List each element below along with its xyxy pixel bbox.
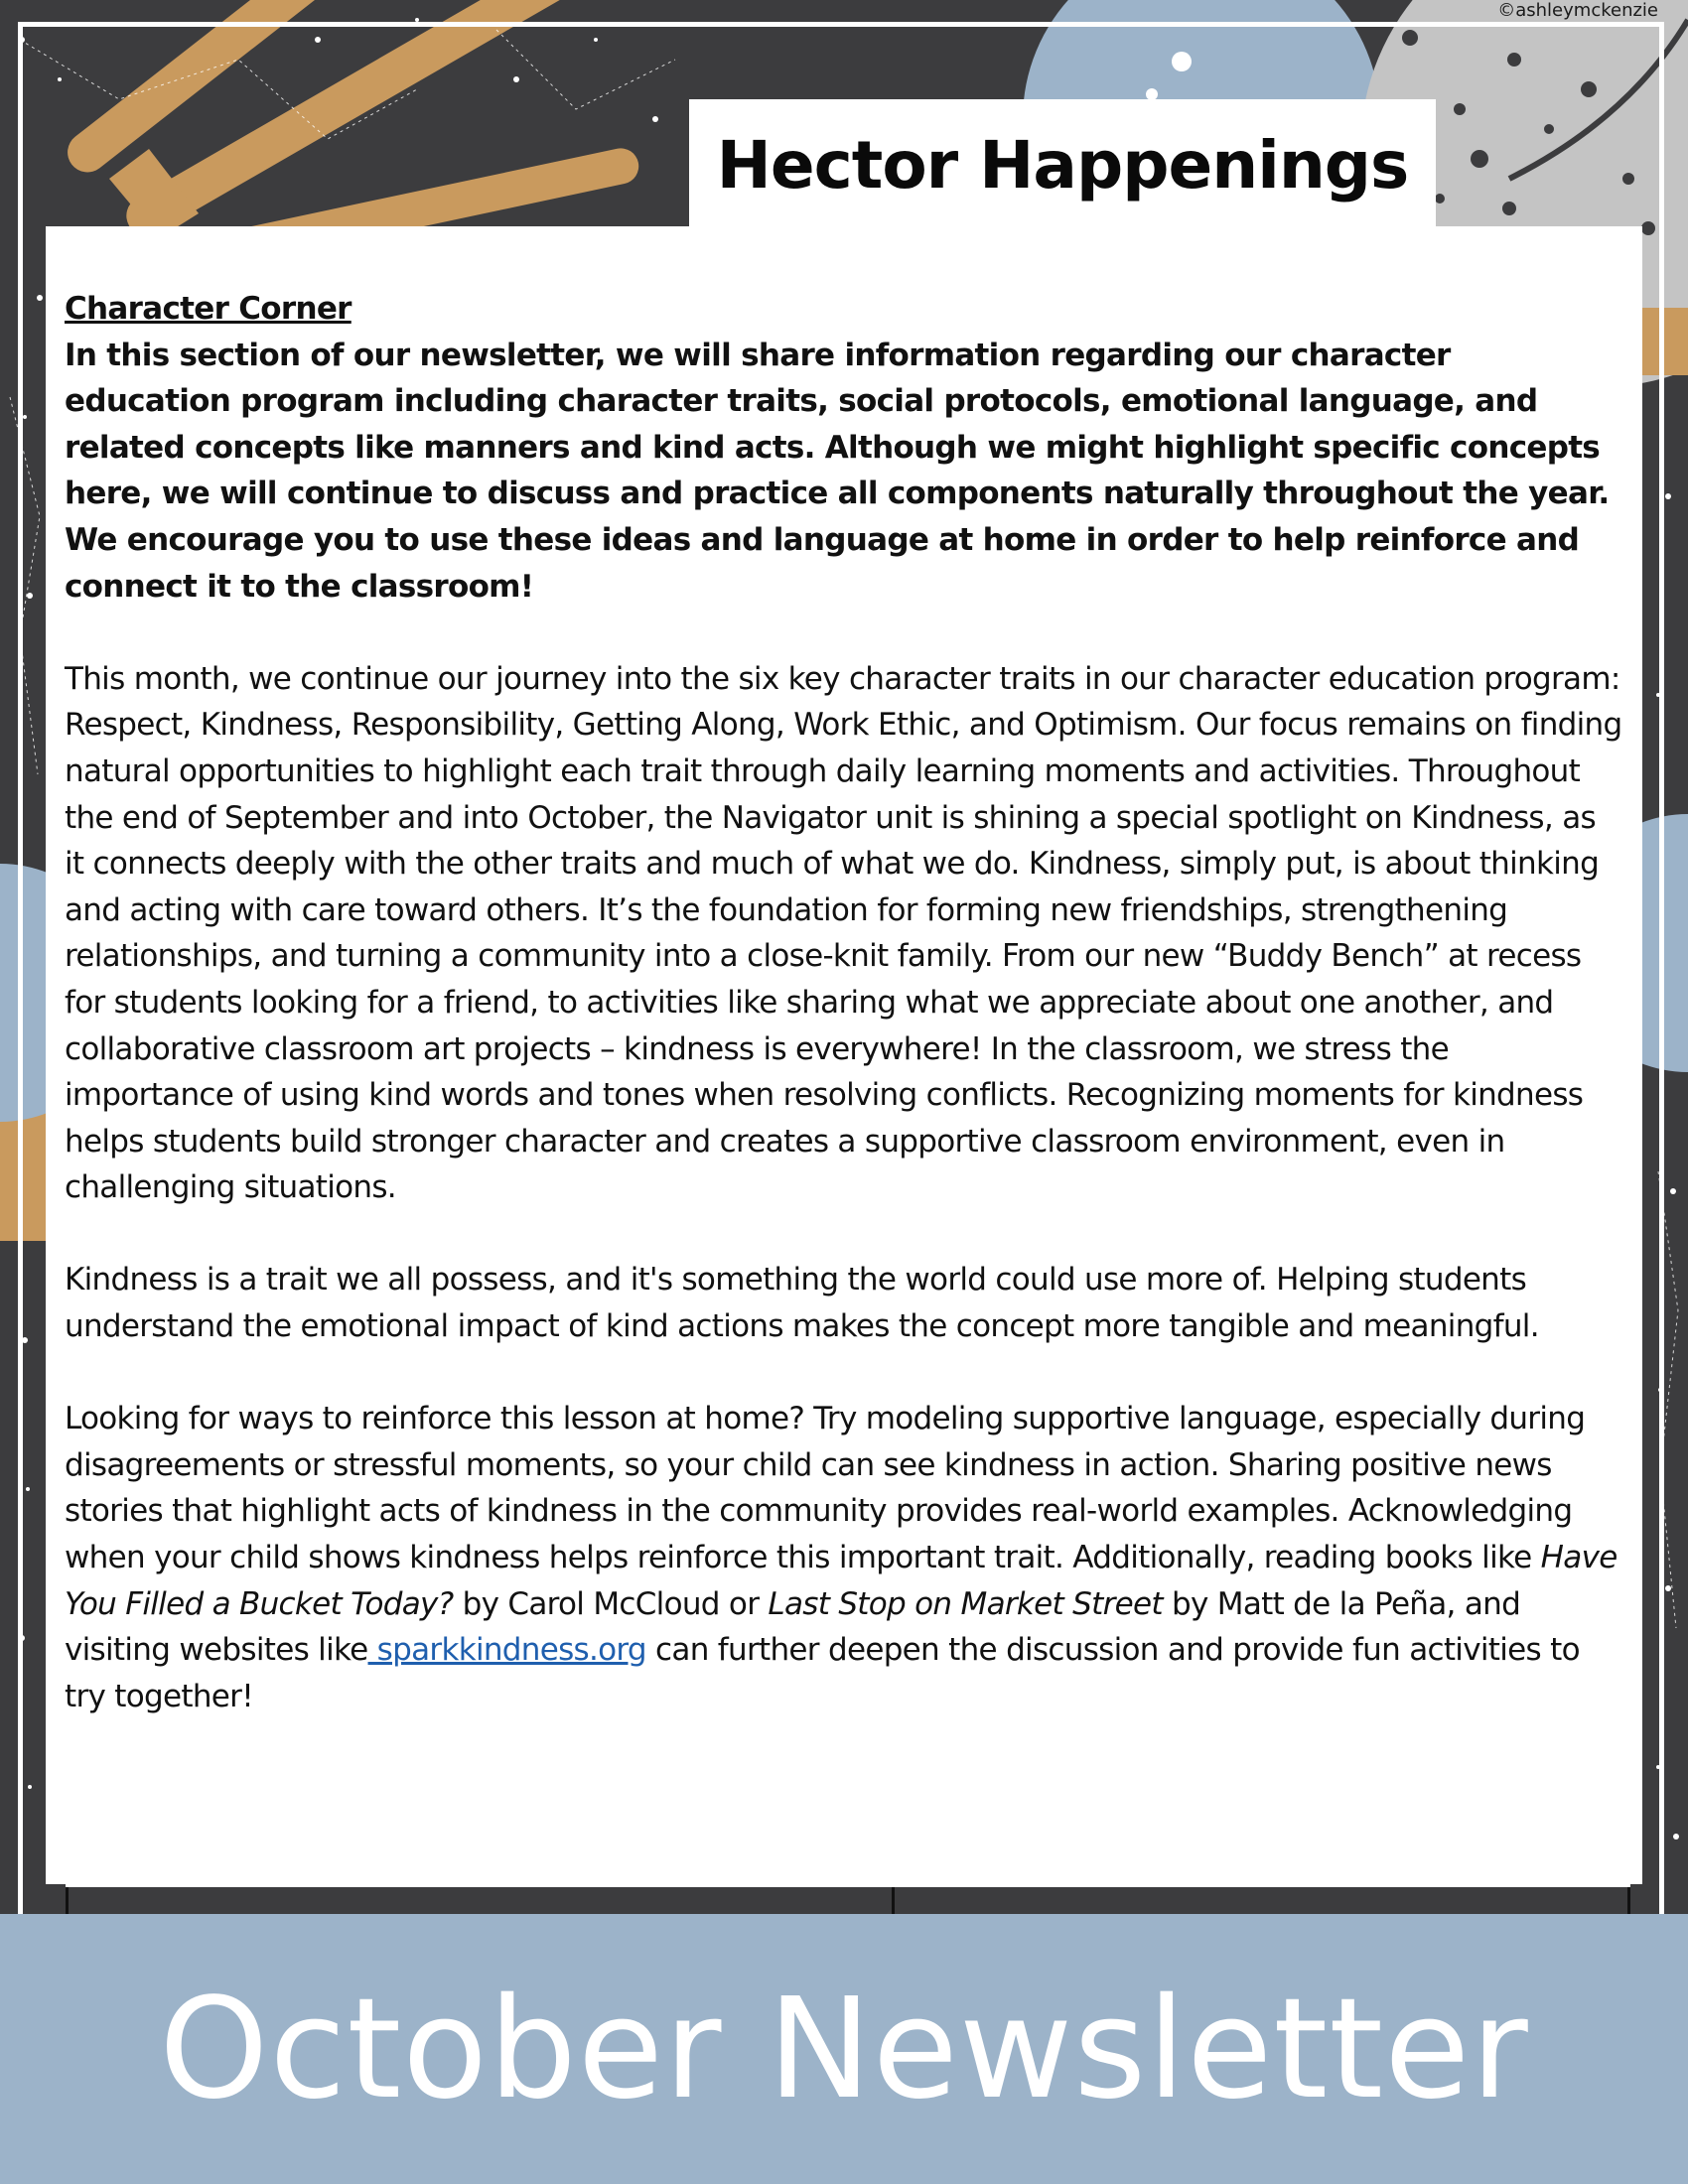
- home-tips-text-1: Looking for ways to reinforce this lesson at home? Try modeling supportive language, especially during disagreements or stressful moments, so your child can see kindness in action. Sharing positive news stories that highlight acts of kindness in the community provides real-world examples. Acknowledging when your child shows kindness helps reinforce this important trait. Additionally, reading books like: [65, 1401, 1586, 1576]
- footer-title: October Newsletter: [159, 1968, 1529, 2130]
- divider-tick-left: [66, 1887, 69, 1917]
- home-tips-text-4: can further deepen the discussion and provide fun activities to try together!: [65, 1632, 1580, 1714]
- section-heading: Character Corner: [65, 291, 352, 327]
- column-divider-area: [66, 1884, 1630, 1917]
- intro-paragraph: In this section of our newsletter, we will share information regarding our character education program including character traits, social protocols, emotional language, and related concepts like manners and kind acts. Although we might highlight specific concepts here, we will continue to discuss and practice all components naturally throughout the year. We encourage you to use these ideas and language at home in order to help reinforce and connect it to the classroom!: [65, 337, 1610, 605]
- book-title-bucket: Have You Filled a Bucket Today?: [65, 1540, 1618, 1622]
- book-title-market-street: Last Stop on Market Street: [768, 1585, 1163, 1622]
- footer-banner: [0, 1914, 1688, 2184]
- home-tips-text-3: by Matt de la Peña, and visiting websites like: [65, 1585, 1521, 1669]
- paragraph-home-tips: [65, 1396, 1622, 1719]
- divider-tick-right: [1627, 1887, 1630, 1917]
- article-body: [46, 226, 1642, 1884]
- paragraph-kindness-trait: Kindness is a trait we all possess, and it's something the world could use more of. Helping students understand the emotional impact of kind actions makes the concept more tangible and meaningful.: [65, 1262, 1539, 1345]
- copyright-text: ©ashleymckenzie: [1497, 0, 1658, 21]
- sparkkindness-link[interactable]: sparkkindness.org: [367, 1632, 646, 1669]
- paragraph-kindness-focus: This month, we continue our journey into the six key character traits in our character education program: Respect, Kindness, Responsibility, Getting Along, Work Ethic, and Optimism. Our focus remains on finding natural opportunities to highlight each trait through daily learning moments and activities. Throughout the end of September and into October, the Navigator unit is shining a special spotlight on Kindness, as it connects deeply with the other traits and much of what we do. Kindness, simply put, is about thinking and acting with care toward others. It’s the foundation for forming new friendships, strengthening relationships, and turning a community into a close-knit family. From our new “Buddy Bench” at recess for students looking for a friend, to activities like sharing what we appreciate about one another, and collaborative classroom art projects – kindness is everywhere! In the classroom, we stress the importance of using kind words and tones when resolving conflicts. Recognizing moments for kindness helps students build stronger character and creates a supportive classroom environment, even in challenging situations.: [65, 660, 1622, 1206]
- divider-tick-middle: [892, 1887, 895, 1917]
- newsletter-title: Hector Happenings: [716, 126, 1409, 204]
- intro-section: [65, 286, 1622, 610]
- home-tips-text-2: by Carol McCloud or: [453, 1585, 769, 1622]
- title-box: [689, 99, 1436, 230]
